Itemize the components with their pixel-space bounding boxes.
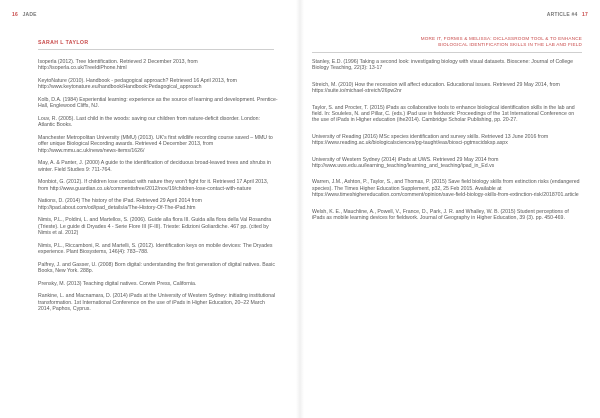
- reference-entry: Manchester Metropolitan University (MMU) (2013). UK's first wildlife recording course saved – MMU to offer unique Biological Recording awards. Retrieved 4 December 2013, from http://www.mmu.ac.uk/news/news-items/1626/: [38, 135, 273, 154]
- left-header-rule: [38, 49, 274, 50]
- reference-entry: Monbiot, G. (2012). If children lose contact with nature they won't fight for it. Retrieved 17 April 2013, from http://www.guardian.co.uk/commentisfree/2012/nov/19/children-lose-contact-with-nature: [38, 179, 269, 192]
- reference-entry: Welsh, K. E., Mauchline, A., Powell, V., France, D., Park, J. R. and Whalley, W. B. (2015) Student perceptions of iPads as mobile learning devices for fieldwork. Journal of Geography in Higher Education, 39 (3). pp. 450-469.: [312, 208, 569, 222]
- reference-entry: Warren, J.M., Ashton, P., Taylor, S., and Thomas, P. (2015) Save field biology skills from extinction risks (endangered species). The Times Higher Education Supplement, p32, 25 Feb 2015. Available at https://www.timeshighereducation.com/comment/opinion/save-field-biology-skills-from-extinction-risk/2018701.article: [312, 179, 580, 199]
- article-running-title: MORE IT, FORMIS & MELISSA: DICLASSROOM TOOL & TO ENHANCE BIOLOGICAL IDENTIFICATION SKILLS IN THE LAB AND FIELD: [420, 36, 582, 47]
- right-reference-list: [312, 59, 582, 232]
- reference-entry: University of Western Sydney (2014) iPads at UWS. Retrieved 29 May 2014 from http://www.uws.edu.au/learning_teaching/learning_and_teaching/ipad_in_Ed.vs: [312, 156, 499, 170]
- reference-entry: Nations, D. (2014) The history of the iPad. Retrieved 29 April 2014 from http://ipad.about.com/od/ipad_details/a/The-History-Of-The-iPad.htm: [38, 198, 202, 211]
- right-page-number: 17: [582, 12, 588, 18]
- left-folio: [9, 12, 37, 18]
- reference-entry: Stanley, E.D. (1996) Taking a second look: investigating biology with visual datasets. Bioscene: Journal of College Biology Teaching, 22(3): 13-17: [312, 59, 574, 72]
- reference-entry: Kolb, D.A. (1984) Experiential learning: experience as the source of learning and development. Prentice-Hall, Englewood Cliffs, NJ.: [38, 97, 278, 110]
- reference-entry: KeytoNature (2010). Handbook - pedagogical approach? Retrieved 16 April 2013, from http://www.keytonature.eu/handbook/Handbook:Pedagogical_approach: [38, 78, 237, 91]
- reference-entry: Louv, R. (2005). Last child in the woods: saving our children from nature-deficit disorder. London: Atlantic Books.: [38, 116, 260, 129]
- right-page: [300, 0, 600, 418]
- reference-entry: University of Reading (2016) MSc species identification and survey skills. Retrieved 13 June 2016 from https://www.reading.ac.uk/biologicalsciences/pg-taught/eas/biosci-pgtmscidsksp.aspx: [312, 133, 549, 147]
- reference-entry: Prensky, M. (2013) Teaching digital natives. Corwin Press, California.: [38, 280, 197, 287]
- right-header-rule: [312, 52, 582, 53]
- reference-entry: Rankine, L. and Macnamara, D. (2014) iPads at the University of Western Sydney: initiating institutional transformation. 1st International Conference on the use of iPads in Higher Education, 20–22 March 2014, Paphos, Cyprus.: [38, 293, 276, 313]
- journal-title: JADE: [22, 12, 37, 18]
- reference-entry: Nimis, P.L., Riccamboni, R. and Martelli, S. (2012). Identification keys on mobile devices: The Dryades experience. Plant Biosystems, 146(4): 783–788.: [38, 242, 273, 256]
- reference-entry: Palfrey, J. and Gasser, U. (2008) Born digital: understanding the first generation of digital natives. Basic Books, New York. 288p.: [38, 261, 275, 275]
- article-label: ARTICLE: [546, 12, 570, 18]
- article-number: #4: [571, 12, 578, 18]
- right-folio: [547, 12, 591, 18]
- reference-entry: Isoperla (2012). Tree Identification. Retrieved 2 December 2013, from http://isoperla.co.uk/TreeIdiPhone.html: [38, 59, 198, 72]
- author-name: SARAH L TAYLOR: [38, 40, 89, 46]
- reference-entry: Nimis, P.L., Poldini, L. and Martellos, S. (2006). Guide alla flora III. Guida alla flora della Val Rosandra (Trieste). Le guide di Dryades 4 - Serie Flore III (F-III). Trieste: Edizioni Goliardiche. 467 pp. (cited by Nimis et al. 2012): [38, 217, 272, 237]
- left-reference-list: [38, 59, 278, 319]
- reference-entry: Streich, M. (2010) How the recession will affect education. Educational issues. Retrieved 29 May 2014, from https://suite.io/michael-streich/26pw2nr: [312, 81, 560, 95]
- reference-entry: Taylor, S. and Procter, T. (2015) iPads as collaborative tools to enhance biological identification skills in the lab and field. In: Souleles, N. and Pillar, C. (eds.) iPad use in fieldwork: Proceedings of the 1st International Conference on the use of iPads in Higher education (ihe2014). Cambridge Scholar Publishing, pp. 20-27.: [312, 104, 575, 124]
- reference-entry: May, A. & Panter, J. (2000) A guide to the identification of deciduous broad-leaved trees and shrubs in winter. Field Studies 9: 711-764.: [38, 160, 271, 173]
- left-page-number: 16: [12, 12, 18, 18]
